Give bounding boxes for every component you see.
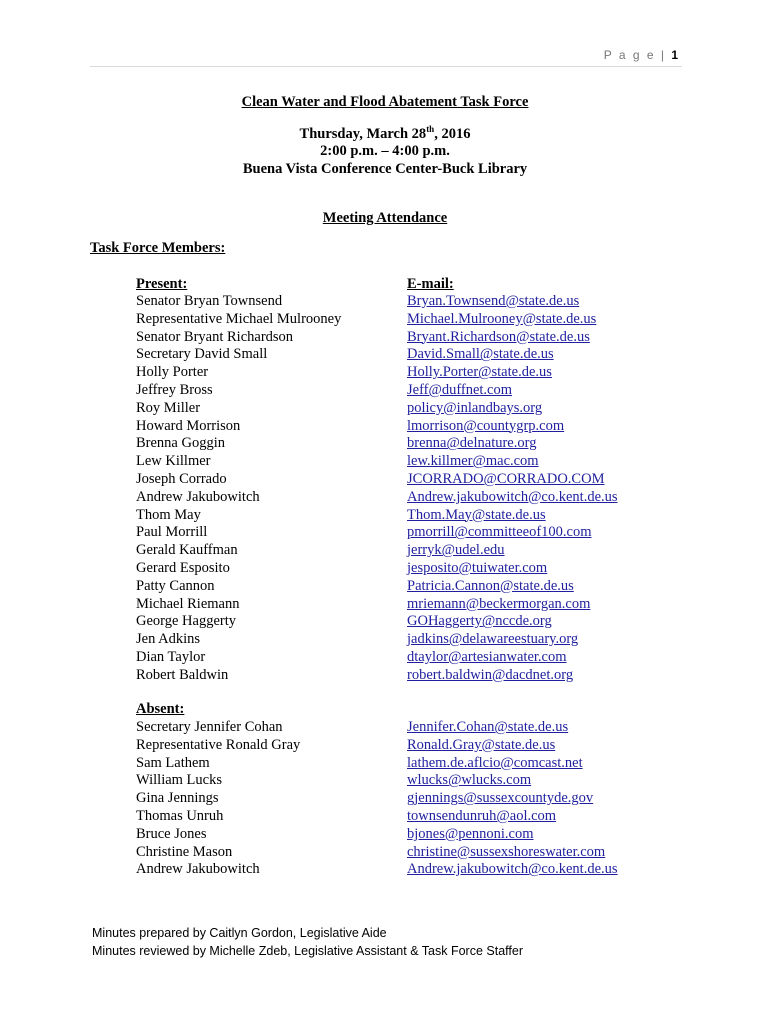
present-member-row: [136, 541, 656, 559]
minutes-footer: [92, 924, 523, 960]
present-member-row: [136, 595, 656, 613]
present-member-row: [136, 612, 656, 630]
member-name: Lew Killmer: [136, 453, 211, 470]
document-title: Clean Water and Flood Abatement Task Force: [241, 94, 529, 110]
member-email-link[interactable]: lmorrison@countygrp.com: [407, 417, 565, 434]
present-heading: Present:: [136, 276, 188, 292]
member-name: Jen Adkins: [136, 631, 201, 648]
member-name: Howard Morrison: [136, 417, 241, 434]
member-name: George Haggerty: [136, 613, 236, 630]
member-email-link[interactable]: policy@inlandbays.org: [407, 399, 543, 416]
present-member-row: [136, 452, 656, 470]
present-member-row: [136, 488, 656, 506]
member-name: Robert Baldwin: [136, 666, 229, 683]
meeting-location: Buena Vista Conference Center-Buck Library: [242, 161, 528, 177]
present-member-row: [136, 399, 656, 417]
member-email-link[interactable]: christine@sussexshoreswater.com: [407, 843, 606, 860]
members-heading: Task Force Members:: [90, 240, 226, 256]
member-email-link[interactable]: Bryan.Townsend@state.de.us: [407, 293, 580, 309]
reviewed-by: Minutes reviewed by Michelle Zdeb, Legislative Assistant & Task Force Staffer: [92, 944, 523, 958]
member-name: Patty Cannon: [136, 577, 215, 594]
member-name: Senator Bryant Richardson: [136, 328, 294, 345]
member-email-link[interactable]: dtaylor@artesianwater.com: [407, 649, 567, 665]
member-name: Brenna Goggin: [136, 435, 225, 452]
absent-member-row: [136, 825, 656, 843]
meeting-date-year: , 2016: [434, 125, 471, 142]
member-name: Senator Bryan Townsend: [136, 293, 283, 309]
member-email-link[interactable]: JCORRADO@CORRADO.COM: [407, 471, 605, 487]
member-email-link[interactable]: Thom.May@state.de.us: [407, 506, 546, 523]
member-email-link[interactable]: David.Small@state.de.us: [407, 346, 554, 363]
absent-member-row: [136, 718, 656, 736]
member-name: Dian Taylor: [136, 649, 206, 665]
present-member-row: [136, 559, 656, 577]
member-name: Thom May: [136, 506, 201, 523]
member-email-link[interactable]: wlucks@wlucks.com: [407, 772, 532, 789]
member-name: Christine Mason: [136, 843, 233, 860]
member-email-link[interactable]: gjennings@sussexcountyde.gov: [407, 790, 594, 807]
present-member-row: [136, 630, 656, 648]
absent-member-row: [136, 860, 656, 878]
member-email-link[interactable]: Andrew.jakubowitch@co.kent.de.us: [407, 861, 618, 878]
page-number: 1: [671, 48, 678, 62]
member-name: Sam Lathem: [136, 754, 210, 771]
member-email-link[interactable]: robert.baldwin@dacdnet.org: [407, 666, 574, 683]
member-name: Gina Jennings: [136, 790, 219, 807]
member-email-link[interactable]: jesposito@tuiwater.com: [407, 560, 548, 576]
present-member-row: [136, 292, 656, 310]
member-name: Gerald Kauffman: [136, 542, 238, 559]
absent-member-row: [136, 789, 656, 807]
member-name: Thomas Unruh: [136, 808, 224, 824]
member-name: William Lucks: [136, 772, 222, 789]
member-email-link[interactable]: townsendunruh@aol.com: [407, 808, 557, 824]
member-name: Roy Miller: [136, 399, 201, 416]
member-email-link[interactable]: Patricia.Cannon@state.de.us: [407, 577, 574, 594]
absent-member-row: [136, 754, 656, 772]
absent-member-row: [136, 843, 656, 861]
page-label: P a g e |: [603, 48, 666, 62]
member-email-link[interactable]: mriemann@beckermorgan.com: [407, 595, 591, 612]
member-email-link[interactable]: Ronald.Gray@state.de.us: [407, 736, 556, 753]
member-email-link[interactable]: Holly.Porter@state.de.us: [407, 364, 552, 381]
member-name: Representative Michael Mulrooney: [136, 310, 342, 327]
member-name: Gerard Esposito: [136, 560, 230, 576]
member-email-link[interactable]: Bryant.Richardson@state.de.us: [407, 328, 590, 345]
member-name: Secretary Jennifer Cohan: [136, 719, 283, 735]
present-member-row: [136, 310, 656, 328]
present-member-row: [136, 506, 656, 524]
member-name: Paul Morrill: [136, 524, 208, 541]
present-member-row: [136, 648, 656, 666]
member-email-link[interactable]: jerryk@udel.edu: [407, 542, 505, 559]
present-member-row: [136, 434, 656, 452]
absent-member-row: [136, 807, 656, 825]
member-email-link[interactable]: brenna@delnature.org: [407, 435, 537, 452]
member-name: Secretary David Small: [136, 346, 268, 363]
present-member-row: [136, 363, 656, 381]
present-member-row: [136, 523, 656, 541]
attendance-heading: Meeting Attendance: [322, 210, 448, 226]
present-member-row: [136, 345, 656, 363]
member-email-link[interactable]: lathem.de.aflcio@comcast.net: [407, 754, 583, 771]
member-email-link[interactable]: Andrew.jakubowitch@co.kent.de.us: [407, 488, 618, 505]
present-member-row: [136, 666, 656, 684]
member-email-link[interactable]: pmorrill@committeeof100.com: [407, 524, 592, 541]
member-email-link[interactable]: Michael.Mulrooney@state.de.us: [407, 310, 597, 327]
present-member-row: [136, 328, 656, 346]
present-member-row: [136, 417, 656, 435]
member-name: Joseph Corrado: [136, 471, 227, 487]
present-member-row: [136, 470, 656, 488]
member-name: Michael Riemann: [136, 595, 240, 612]
present-member-row: [136, 577, 656, 595]
member-email-link[interactable]: jadkins@delawareestuary.org: [407, 631, 579, 648]
present-member-row: [136, 381, 656, 399]
member-email-link[interactable]: bjones@pennoni.com: [407, 825, 534, 842]
member-email-link[interactable]: Jeff@duffnet.com: [407, 382, 513, 398]
meeting-time: 2:00 p.m. – 4:00 p.m.: [320, 143, 450, 159]
absent-member-row: [136, 771, 656, 789]
meeting-date-text: Thursday, March 28: [299, 125, 427, 142]
member-name: Andrew Jakubowitch: [136, 488, 260, 505]
meeting-date-ordinal: th: [426, 124, 435, 134]
meeting-date: [0, 124, 770, 143]
header-divider: [90, 66, 682, 67]
member-email-link[interactable]: lew.killmer@mac.com: [407, 453, 539, 470]
member-name: Holly Porter: [136, 364, 209, 381]
member-name: Bruce Jones: [136, 825, 207, 842]
page-number-header: [604, 48, 678, 62]
email-heading: E-mail:: [407, 276, 454, 292]
absent-member-row: [136, 736, 656, 754]
prepared-by: Minutes prepared by Caitlyn Gordon, Legislative Aide: [92, 926, 387, 940]
absent-heading: Absent:: [136, 701, 185, 717]
member-name: Representative Ronald Gray: [136, 736, 301, 753]
member-name: Andrew Jakubowitch: [136, 861, 260, 878]
member-name: Jeffrey Bross: [136, 382, 213, 398]
member-email-link[interactable]: Jennifer.Cohan@state.de.us: [407, 719, 569, 735]
member-email-link[interactable]: GOHaggerty@nccde.org: [407, 613, 552, 630]
